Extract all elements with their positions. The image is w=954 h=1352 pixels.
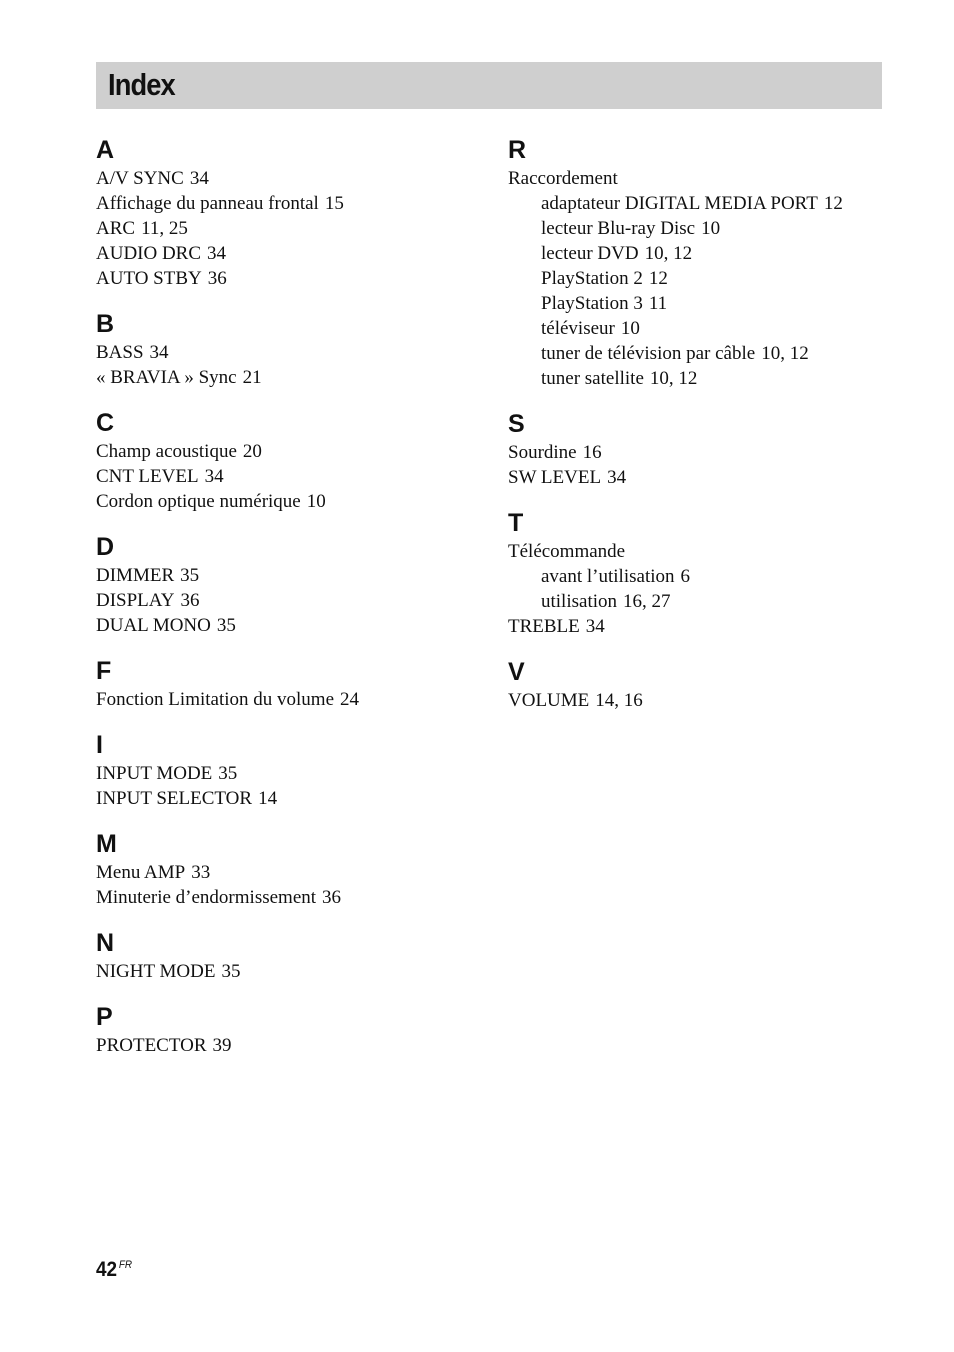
section-letter: P bbox=[96, 1003, 113, 1031]
index-entry bbox=[508, 440, 908, 465]
entry-pages: 20 bbox=[242, 441, 262, 462]
entry-pages: 16, 27 bbox=[623, 591, 671, 612]
entry-pages: 36 bbox=[207, 268, 227, 289]
index-section-c bbox=[96, 407, 496, 514]
index-right-column bbox=[508, 134, 908, 730]
entry-term: DISPLAY bbox=[96, 590, 175, 611]
index-section-f bbox=[96, 655, 496, 712]
entry-term: Raccordement bbox=[508, 168, 618, 189]
entry-term: INPUT SELECTOR bbox=[96, 788, 253, 809]
entry-pages: 35 bbox=[180, 565, 200, 586]
index-section-s bbox=[508, 408, 908, 490]
entry-pages: 6 bbox=[680, 566, 691, 587]
entry-pages: 34 bbox=[585, 616, 605, 637]
entry-term: Affichage du panneau frontal bbox=[96, 193, 319, 214]
entry-term: « BRAVIA » Sync bbox=[96, 367, 237, 388]
section-letter: M bbox=[96, 830, 117, 858]
section-letter: B bbox=[96, 310, 115, 338]
entry-term: utilisation bbox=[541, 591, 617, 612]
entry-pages: 39 bbox=[212, 1035, 232, 1056]
entry-pages: 11, 25 bbox=[141, 218, 188, 239]
index-subentry bbox=[508, 366, 908, 391]
language-code: FR bbox=[118, 1259, 133, 1271]
index-entry bbox=[96, 885, 496, 910]
index-section-m bbox=[96, 828, 496, 910]
entry-pages: 15 bbox=[324, 193, 344, 214]
index-subentry bbox=[508, 216, 908, 241]
entry-term: NIGHT MODE bbox=[96, 961, 216, 982]
index-entry bbox=[508, 688, 908, 713]
entry-term: Minuterie d’endormissement bbox=[96, 887, 317, 908]
index-section-n bbox=[96, 927, 496, 984]
section-letter: A bbox=[96, 136, 115, 164]
entry-term: lecteur DVD bbox=[541, 243, 639, 264]
entry-pages: 34 bbox=[207, 243, 227, 264]
entry-term: DIMMER bbox=[96, 565, 175, 586]
section-letter: S bbox=[508, 410, 525, 438]
index-entry bbox=[96, 241, 496, 266]
entry-pages: 12 bbox=[648, 268, 668, 289]
entry-pages: 35 bbox=[216, 615, 236, 636]
index-section-d bbox=[96, 531, 496, 638]
index-entry bbox=[96, 563, 496, 588]
entry-term: SW LEVEL bbox=[508, 467, 602, 488]
entry-term: tuner de télévision par câble bbox=[541, 343, 756, 364]
index-section-v bbox=[508, 656, 908, 713]
index-entry bbox=[96, 464, 496, 489]
entry-term: PlayStation 2 bbox=[541, 268, 643, 289]
section-letter: V bbox=[508, 658, 525, 686]
entry-pages: 34 bbox=[149, 342, 169, 363]
entry-term: tuner satellite bbox=[541, 368, 644, 389]
index-entry bbox=[96, 761, 496, 786]
section-letter: D bbox=[96, 533, 115, 561]
entry-term: INPUT MODE bbox=[96, 763, 213, 784]
index-subentry bbox=[508, 316, 908, 341]
index-entry bbox=[508, 166, 908, 191]
entry-pages: 16 bbox=[582, 442, 602, 463]
section-letter: T bbox=[508, 509, 524, 537]
index-section-a bbox=[96, 134, 496, 291]
index-subentry bbox=[508, 191, 908, 216]
index-entry bbox=[96, 613, 496, 638]
entry-term: Fonction Limitation du volume bbox=[96, 689, 335, 710]
entry-term: CNT LEVEL bbox=[96, 466, 199, 487]
entry-term: PlayStation 3 bbox=[541, 293, 643, 314]
index-section-p bbox=[96, 1001, 496, 1058]
index-subentry bbox=[508, 291, 908, 316]
index-entry bbox=[96, 191, 496, 216]
title-bar bbox=[96, 62, 882, 109]
entry-pages: 34 bbox=[189, 168, 209, 189]
index-entry bbox=[508, 465, 908, 490]
index-entry bbox=[96, 216, 496, 241]
entry-term: Cordon optique numérique bbox=[96, 491, 301, 512]
entry-term: ARC bbox=[96, 218, 136, 239]
index-section-r bbox=[508, 134, 908, 391]
entry-pages: 34 bbox=[607, 467, 627, 488]
index-entry bbox=[96, 1033, 496, 1058]
index-entry bbox=[96, 340, 496, 365]
index-entry bbox=[508, 614, 908, 639]
entry-term: A/V SYNC bbox=[96, 168, 184, 189]
entry-pages: 10 bbox=[306, 491, 326, 512]
entry-pages: 24 bbox=[340, 689, 360, 710]
entry-term: AUTO STBY bbox=[96, 268, 202, 289]
index-entry bbox=[96, 365, 496, 390]
index-left-column bbox=[96, 134, 496, 1075]
index-entry bbox=[96, 687, 496, 712]
index-entry bbox=[96, 266, 496, 291]
entry-pages: 10, 12 bbox=[761, 343, 809, 364]
entry-pages: 36 bbox=[180, 590, 200, 611]
index-entry bbox=[508, 539, 908, 564]
entry-pages: 35 bbox=[221, 961, 241, 982]
entry-pages: 21 bbox=[242, 367, 262, 388]
section-letter: I bbox=[96, 731, 103, 759]
entry-term: BASS bbox=[96, 342, 144, 363]
index-entry bbox=[96, 959, 496, 984]
entry-term: adaptateur DIGITAL MEDIA PORT bbox=[541, 193, 818, 214]
entry-term: DUAL MONO bbox=[96, 615, 211, 636]
entry-term: VOLUME bbox=[508, 690, 590, 711]
entry-pages: 36 bbox=[322, 887, 342, 908]
index-entry bbox=[96, 489, 496, 514]
page-number: 42 bbox=[96, 1258, 118, 1281]
index-subentry bbox=[508, 266, 908, 291]
index-entry bbox=[96, 166, 496, 191]
entry-pages: 35 bbox=[218, 763, 238, 784]
index-subentry bbox=[508, 564, 908, 589]
entry-pages: 10, 12 bbox=[649, 368, 698, 389]
entry-pages: 33 bbox=[191, 862, 211, 883]
entry-pages: 14 bbox=[258, 788, 278, 809]
section-letter: C bbox=[96, 409, 115, 437]
index-subentry bbox=[508, 241, 908, 266]
page-title: Index bbox=[108, 67, 175, 102]
entry-pages: 10 bbox=[701, 218, 721, 239]
index-subentry bbox=[508, 341, 908, 366]
entry-pages: 12 bbox=[823, 193, 843, 214]
section-letter: F bbox=[96, 657, 112, 685]
entry-term: Télécommande bbox=[508, 541, 626, 562]
entry-pages: 14, 16 bbox=[595, 690, 643, 711]
entry-pages: 11 bbox=[648, 293, 668, 314]
entry-term: AUDIO DRC bbox=[96, 243, 202, 264]
entry-term: téléviseur bbox=[541, 318, 615, 339]
index-entry bbox=[96, 439, 496, 464]
entry-term: Sourdine bbox=[508, 442, 577, 463]
index-section-b bbox=[96, 308, 496, 390]
entry-pages: 10 bbox=[620, 318, 640, 339]
entry-term: Champ acoustique bbox=[96, 441, 237, 462]
section-letter: R bbox=[508, 136, 527, 164]
index-entry bbox=[96, 786, 496, 811]
index-subentry bbox=[508, 589, 908, 614]
entry-term: avant l’utilisation bbox=[541, 566, 675, 587]
index-section-i bbox=[96, 729, 496, 811]
index-section-t bbox=[508, 507, 908, 639]
section-letter: N bbox=[96, 929, 115, 957]
entry-pages: 34 bbox=[204, 466, 224, 487]
entry-term: PROTECTOR bbox=[96, 1035, 207, 1056]
entry-term: lecteur Blu-ray Disc bbox=[541, 218, 696, 239]
index-entry bbox=[96, 588, 496, 613]
page-footer bbox=[96, 1258, 132, 1282]
index-entry bbox=[96, 860, 496, 885]
entry-term: TREBLE bbox=[508, 616, 580, 637]
entry-term: Menu AMP bbox=[96, 862, 186, 883]
entry-pages: 10, 12 bbox=[644, 243, 693, 264]
